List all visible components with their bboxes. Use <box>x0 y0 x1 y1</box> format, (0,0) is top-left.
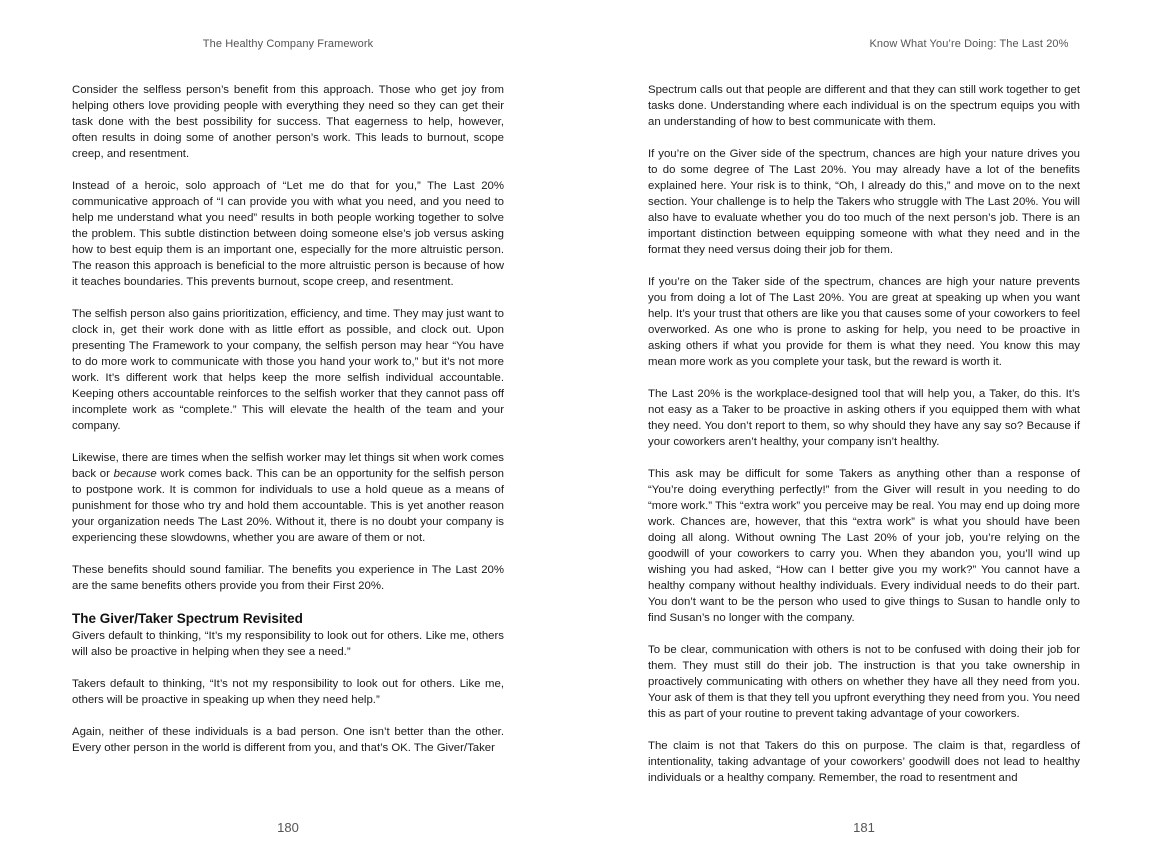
paragraph: Spectrum calls out that people are different and that they can still work together to get tasks done. Understanding where each individual is on the spectrum equips you with an understanding of how to best communicate with them. <box>648 84 1080 128</box>
paragraph: Instead of a heroic, solo approach of “Let me do that for you,” The Last 20% communicative approach of “I can provide you with what you need, and you need to help me understand what you need” results in both people working together to solve the problem. This subtle distinction between doing someone else’s job versus asking how to best equip them is an important one, especially for the more altruistic person. The reason this approach is beneficial to the more altruistic person is because of how it teaches boundaries. This prevents burnout, scope creep, and resentment. <box>72 180 504 288</box>
page-body <box>72 82 504 756</box>
paragraph: The claim is not that Takers do this on purpose. The claim is that, regardless of intentionality, taking advantage of your coworkers’ goodwill does not lead to healthy individuals or a healthy company. Remember, the road to resentment and <box>648 740 1080 784</box>
section-heading: The Giver/Taker Spectrum Revisited <box>72 611 303 626</box>
paragraph: The selfish person also gains prioritization, efficiency, and time. They may just want to clock in, get their work done with as little effort as possible, and clock out. Upon presenting The Framework to your company, the selfish person may hear “You have to do more work to communicate with those you hand your work to,” but it’s not more work. It’s different work that helps keep the more selfish individual accountable. Keeping others accountable reinforces to the selfish worker that they cannot pass off incomplete work as “complete.” This will elevate the health of the team and your company. <box>72 308 504 432</box>
right-page <box>576 0 1152 864</box>
paragraph: Givers default to thinking, “It’s my responsibility to look out for others. Like me, others will also be proactive in helping when they see a need.” <box>72 630 504 658</box>
page-number: 180 <box>277 820 299 835</box>
paragraph-text: Likewise, there are times when the selfish worker may let things sit when work comes back or <box>72 452 504 480</box>
paragraph: Takers default to thinking, “It’s not my responsibility to look out for others. Like me, others will be proactive in speaking up when they need help.” <box>72 678 504 706</box>
paragraph: Consider the selfless person’s benefit from this approach. Those who get joy from helping others love providing people with everything they need so they can get their task done with the best possibility for success. That eagerness to help, however, often results in doing some of another person’s work. This leads to burnout, scope creep, and resentment. <box>72 84 504 160</box>
paragraph: If you’re on the Taker side of the spectrum, chances are high your nature prevents you from doing a lot of The Last 20%. You are great at speaking up when you want help. It’s your trust that others are like you that causes some of your coworkers to feel overworked. As one who is prone to asking for help, you need to be proactive in asking others if what you provide for them is what they need. You know this may mean more work as you complete your task, but the reward is worth it. <box>648 276 1080 368</box>
page-number: 181 <box>853 820 875 835</box>
emphasis-text: because <box>113 468 157 480</box>
paragraph-text: work comes back. This can be an opportunity for the selfish person to postpone work. It is common for individuals to use a hold queue as a means of punishment for those who try and hold them accountable. This is yet another reason your organization needs The Last 20%. Without it, there is no doubt your company is experiencing these slowdowns, whether you are aware of them or not. <box>72 468 504 544</box>
paragraph: These benefits should sound familiar. The benefits you experience in The Last 20% are the same benefits others provide you from their First 20%. <box>72 564 504 592</box>
paragraph <box>72 450 504 546</box>
paragraph: To be clear, communication with others is not to be confused with doing their job for them. They must still do their job. The instruction is that you take ownership in proactively communicating with others on whether they have all they need from you. Your ask of them is that they tell you upfront everything they need from you. You need this as part of your routine to prevent taking advantage of your coworkers. <box>648 644 1080 720</box>
running-head: Know What You’re Doing: The Last 20% <box>869 38 1069 50</box>
paragraph: The Last 20% is the workplace-designed tool that will help you, a Taker, do this. It’s not easy as a Taker to be proactive in asking others if you equipped them with what they need. You don’t report to them, so why should they have any say so? Because if your coworkers aren’t healthy, your company isn’t healthy. <box>648 388 1080 448</box>
paragraph: If you’re on the Giver side of the spectrum, chances are high your nature drives you to do some degree of The Last 20%. You may already have a lot of the benefits explained here. Your risk is to think, “Oh, I already do this,” and move on to the next section. Your challenge is to help the Takers who struggle with The Last 20%. You will also have to evaluate whether you do too much of the next person’s job. There is an important distinction between equipping someone with what they need and in the format they need versus doing their job for them. <box>648 148 1080 256</box>
paragraph: Again, neither of these individuals is a bad person. One isn’t better than the other. Every other person in the world is different from you, and that’s OK. The Giver/Taker <box>72 726 504 754</box>
paragraph: This ask may be difficult for some Takers as anything other than a response of “You’re doing everything perfectly!” from the Giver will result in you needing to do “more work.” This “extra work” you perceive may be real. You may end up doing more work. Chances are, however, that this “extra work” is what you should have been doing all along. Without owning The Last 20% of your job, you’re relying on the goodwill of your coworkers to carry you. When they abandon you, you’ll wind up wishing you had asked, “How can I better give you my work?” You cannot have a healthy company without healthy individuals. Every individual needs to do their part. You don’t want to be the person who used to give things to Susan to handle only to find Susan’s no longer with the company. <box>648 468 1080 624</box>
page-body <box>648 82 1080 786</box>
running-head: The Healthy Company Framework <box>202 38 374 50</box>
